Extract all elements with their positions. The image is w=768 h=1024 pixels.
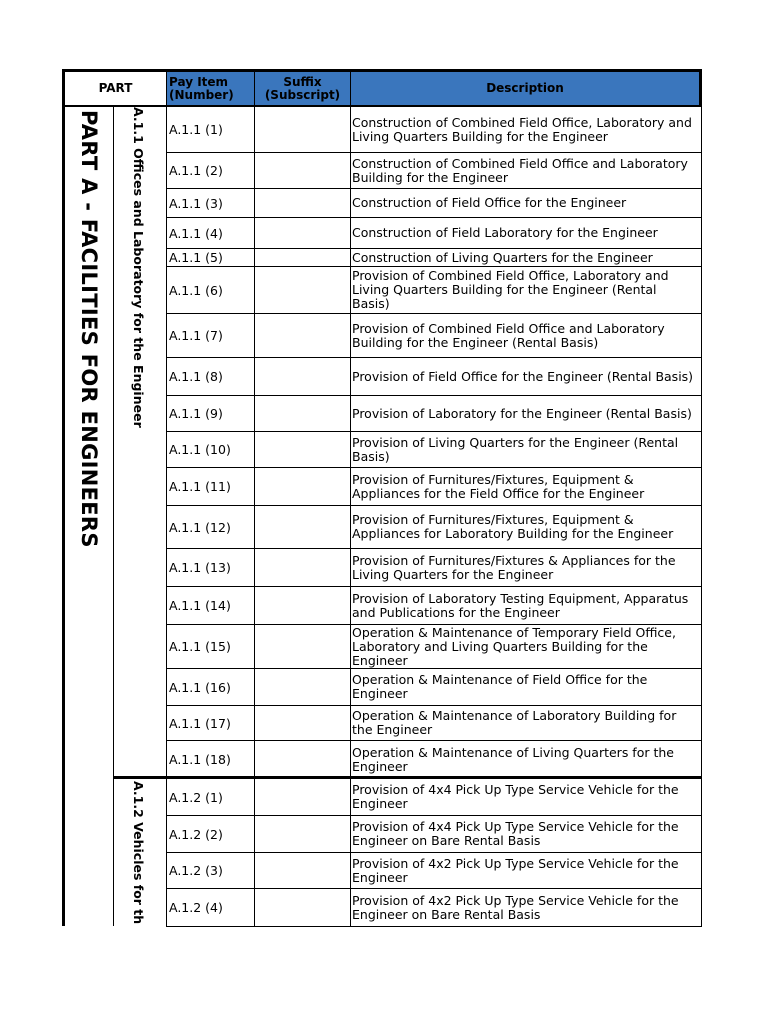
- pay-item-cell-text: A.1.1 (4): [169, 225, 223, 241]
- pay-item-cell: [166, 357, 255, 396]
- description-cell-text: Provision of 4x4 Pick Up Type Service Vehicle for the Engineer: [352, 782, 679, 811]
- part-column-left-border: [62, 106, 65, 926]
- description-cell-text: Provision of Combined Field Office and Laboratory Building for the Engineer (Rental Basis): [352, 320, 665, 350]
- description-cell-text: Provision of Field Office for the Engineer (Rental Basis): [352, 368, 694, 384]
- description-cell: [350, 740, 702, 779]
- pay-item-cell-text: A.1.2 (1): [169, 789, 223, 805]
- description-cell-text: Provision of Living Quarters for the Engineer (Rental Basis): [352, 434, 679, 464]
- pay-item-cell: [166, 467, 255, 506]
- description-cell-text: Construction of Field Office for the Engineer: [352, 195, 627, 210]
- description-cell: [350, 266, 702, 314]
- pay-item-cell: [166, 852, 255, 889]
- pay-item-cell-text: A.1.1 (15): [169, 639, 231, 654]
- pay-item-cell-text: A.1.2 (2): [169, 826, 223, 842]
- suffix-cell: [254, 624, 351, 669]
- pay-item-cell-text: A.1.1 (2): [169, 163, 223, 178]
- pay-item-cell-text: A.1.1 (8): [169, 369, 223, 384]
- description-cell-text: Provision of Furnitures/Fixtures, Equipment & Appliances for the Field Office for the Engineer: [352, 471, 645, 501]
- pay-item-cell-text: A.1.1 (3): [169, 195, 223, 211]
- subsection-a-1-1-label: A.1.1 Offices and Laboratory for the Engineer: [131, 107, 146, 428]
- header-suffix: [254, 69, 351, 107]
- suffix-cell: [254, 778, 351, 816]
- description-cell-text: Construction of Field Laboratory for the Engineer: [352, 225, 658, 240]
- description-cell: [350, 217, 702, 249]
- description-cell: [350, 431, 702, 468]
- pay-item-cell-text: A.1.1 (5): [169, 250, 223, 265]
- pay-item-cell: [166, 431, 255, 468]
- pay-item-cell: [166, 548, 255, 587]
- description-cell: [350, 188, 702, 218]
- pay-item-cell: [166, 248, 255, 267]
- pay-item-cell: [166, 778, 255, 816]
- description-cell: [350, 668, 702, 706]
- suffix-cell: [254, 888, 351, 927]
- subsection-a-1-2-label: A.1.2 Vehicles for th: [131, 781, 146, 925]
- pay-item-cell: [166, 586, 255, 625]
- suffix-cell: [254, 740, 351, 779]
- description-cell-text: Provision of 4x2 Pick Up Type Service Vehicle for the Engineer: [352, 855, 679, 885]
- header-pay-item: [166, 69, 255, 107]
- description-cell-text: Provision of 4x4 Pick Up Type Service Vehicle for the Engineer on Bare Rental Basis: [352, 819, 679, 848]
- pay-item-cell-text: A.1.1 (12): [169, 519, 231, 535]
- header-description-label: Description: [486, 81, 564, 95]
- description-cell-text: Provision of Furnitures/Fixtures, Equipment & Appliances for Laboratory Building for the Engineer: [352, 512, 674, 541]
- pay-item-cell: [166, 705, 255, 741]
- description-cell-text: Provision of 4x2 Pick Up Type Service Vehicle for the Engineer on Bare Rental Basis: [352, 892, 679, 922]
- description-cell-text: Operation & Maintenance of Temporary Field Office, Laboratory and Living Quarters Building for the Engineer: [352, 624, 676, 668]
- pay-item-cell-text: A.1.1 (14): [169, 598, 231, 613]
- description-cell: [350, 815, 702, 853]
- suffix-cell: [254, 357, 351, 396]
- header-description: [350, 69, 702, 107]
- pay-item-cell: [166, 313, 255, 358]
- description-cell-text: Provision of Laboratory for the Engineer (Rental Basis): [352, 405, 692, 421]
- description-cell-text: Operation & Maintenance of Field Office for the Engineer: [352, 672, 648, 701]
- suffix-cell: [254, 852, 351, 889]
- suffix-cell: [254, 395, 351, 432]
- description-cell: [350, 313, 702, 358]
- part-column-divider: [113, 106, 114, 926]
- description-cell-text: Operation & Maintenance of Living Quarters for the Engineer: [352, 744, 674, 774]
- suffix-cell: [254, 705, 351, 741]
- header-part-label: PART: [98, 81, 133, 95]
- pay-item-cell-text: A.1.1 (1): [169, 122, 223, 137]
- pay-item-cell-text: A.1.1 (17): [169, 715, 231, 731]
- pay-item-cell-text: A.1.1 (18): [169, 752, 231, 767]
- description-cell: [350, 152, 702, 189]
- pay-item-cell: [166, 505, 255, 549]
- pay-item-cell-text: A.1.2 (4): [169, 900, 223, 915]
- description-cell: [350, 548, 702, 587]
- suffix-cell: [254, 548, 351, 587]
- part-a-label: PART A - FACILITIES FOR ENGINEERS: [77, 110, 101, 548]
- description-cell: [350, 467, 702, 506]
- suffix-cell: [254, 266, 351, 314]
- header-part: [62, 69, 167, 107]
- pay-item-cell-text: A.1.1 (9): [169, 406, 223, 421]
- pay-item-cell-text: A.1.1 (7): [169, 328, 223, 343]
- description-cell: [350, 248, 702, 267]
- description-cell: [350, 395, 702, 432]
- pay-item-cell: [166, 152, 255, 189]
- description-cell: [350, 586, 702, 625]
- description-cell-text: Provision of Laboratory Testing Equipment, Apparatus and Publications for the Engineer: [352, 590, 689, 620]
- pay-item-cell: [166, 624, 255, 669]
- description-cell: [350, 888, 702, 927]
- pay-item-cell: [166, 815, 255, 853]
- description-cell-text: Construction of Living Quarters for the Engineer: [352, 249, 653, 265]
- description-cell: [350, 778, 702, 816]
- suffix-cell: [254, 431, 351, 468]
- suffix-cell: [254, 152, 351, 189]
- pay-item-cell: [166, 188, 255, 218]
- suffix-cell: [254, 217, 351, 249]
- suffix-cell: [254, 467, 351, 506]
- pay-item-cell: [166, 217, 255, 249]
- description-cell: [350, 505, 702, 549]
- suffix-cell: [254, 106, 351, 153]
- suffix-cell: [254, 188, 351, 218]
- description-cell-text: Provision of Combined Field Office, Laboratory and Living Quarters Building for the Engineer (Rental Basis): [352, 268, 669, 311]
- header-suffix-label: Suffix (Subscript): [264, 74, 341, 102]
- suffix-cell: [254, 248, 351, 267]
- suffix-cell: [254, 668, 351, 706]
- pay-item-cell-text: A.1.1 (10): [169, 442, 231, 457]
- pay-item-cell: [166, 266, 255, 314]
- description-cell-text: Construction of Combined Field Office, Laboratory and Living Quarters Building for the Engineer: [352, 114, 692, 144]
- description-cell-text: Provision of Furnitures/Fixtures & Appliances for the Living Quarters for the Engineer: [352, 552, 676, 582]
- description-cell: [350, 705, 702, 741]
- description-cell: [350, 624, 702, 669]
- suffix-cell: [254, 505, 351, 549]
- pay-item-cell: [166, 740, 255, 779]
- pay-item-cell: [166, 395, 255, 432]
- description-cell-text: Construction of Combined Field Office and Laboratory Building for the Engineer: [352, 155, 688, 185]
- pay-item-cell-text: A.1.2 (3): [169, 863, 223, 878]
- description-cell: [350, 357, 702, 396]
- header-pay-item-label: Pay Item (Number): [169, 74, 234, 102]
- pay-item-cell: [166, 668, 255, 706]
- pay-item-cell-text: A.1.1 (13): [169, 560, 231, 575]
- description-cell: [350, 106, 702, 153]
- pay-item-cell-text: A.1.1 (16): [169, 679, 231, 695]
- description-cell-text: Operation & Maintenance of Laboratory Building for the Engineer: [352, 708, 677, 737]
- pay-item-cell-text: A.1.1 (6): [169, 282, 223, 298]
- pay-item-cell: [166, 888, 255, 927]
- suffix-cell: [254, 586, 351, 625]
- pay-item-cell: [166, 106, 255, 153]
- suffix-cell: [254, 313, 351, 358]
- suffix-cell: [254, 815, 351, 853]
- description-cell: [350, 852, 702, 889]
- pay-item-cell-text: A.1.1 (11): [169, 479, 231, 494]
